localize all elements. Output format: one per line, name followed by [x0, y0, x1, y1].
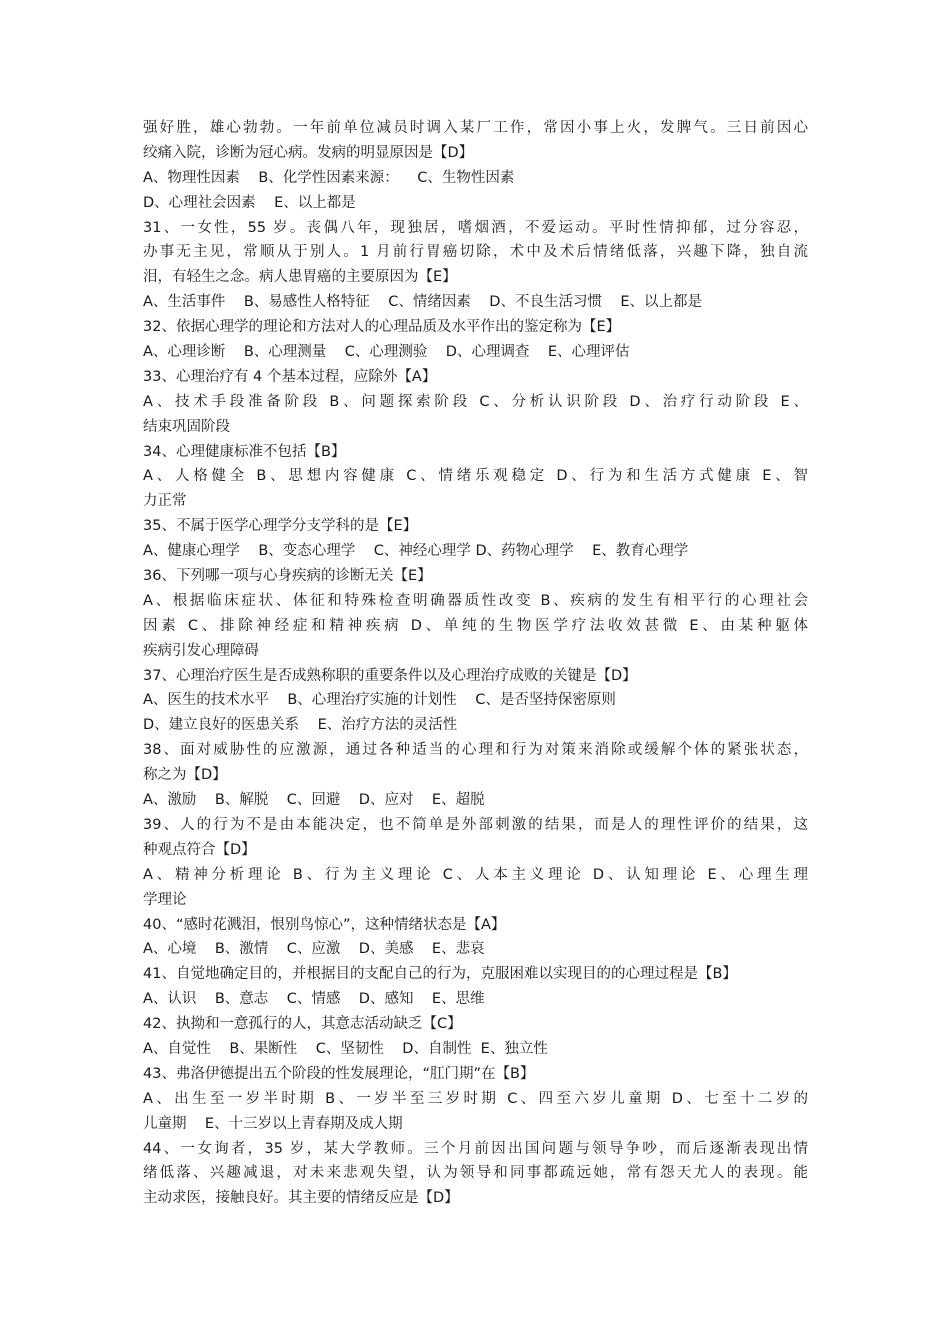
text-line: 种观点符合【D】: [143, 841, 256, 858]
text-line: 称之为【D】: [143, 767, 227, 784]
text-line: A、人格健全 B、思想内容健康 C、情绪乐观稳定 D、行为和生活方式健康 E、智: [143, 468, 808, 485]
text-line: 39、人的行为不是由本能决定，也不简单是外部刺激的结果，而是人的理性评价的结果，这: [143, 816, 808, 833]
text-line: 43、弗洛伊德提出五个阶段的性发展理论，“肛门期”在【B】: [143, 1065, 535, 1082]
text-line: A、激励 B、解脱 C、回避 D、应对 E、超脱: [143, 792, 485, 809]
text-line: 学理论: [143, 891, 187, 908]
text-line: 因素 C、排除神经症和精神疾病 D、单纯的生物医学疗法收效甚微 E、由某种躯体: [143, 617, 808, 634]
text-line: 强好胜，雄心勃勃。一年前单位减员时调入某厂工作，常因小事上火，发脾气。三日前因心: [143, 120, 808, 136]
text-line: A、自觉性 B、果断性 C、坚韧性 D、自制性 E、独立性: [143, 1040, 548, 1057]
document-body: [143, 116, 808, 1211]
text-line: A、根据临床症状、体征和特殊检查明确器质性改变 B、疾病的发生有相平行的心理社会: [143, 592, 808, 609]
text-line: 41、自觉地确定目的，并根据目的支配自己的行为，克服困难以实现目的的心理过程是【B】: [143, 966, 737, 983]
text-line: A、心境 B、激情 C、应激 D、美感 E、悲哀: [143, 941, 485, 958]
text-line: 36、下列哪一项与心身疾病的诊断无关【E】: [143, 568, 432, 585]
text-line: 结束巩固阶段: [143, 418, 230, 435]
text-line: 绪低落、兴趣减退，对未来悲观失望，认为领导和同事都疏远她，常有怨天尤人的表现。能: [143, 1165, 808, 1182]
text-line: 主动求医，接触良好。其主要的情绪反应是【D】: [143, 1190, 459, 1207]
text-line: 42、执拗和一意孤行的人，其意志活动缺乏【C】: [143, 1016, 462, 1033]
text-line: 力正常: [143, 493, 187, 510]
text-line: A、认识 B、意志 C、情感 D、感知 E、思维: [143, 991, 485, 1008]
text-line: 疾病引发心理障碍: [143, 642, 259, 659]
text-line: 33、心理治疗有 4 个基本过程，应除外【A】: [143, 368, 437, 385]
text-line: A、精神分析理论 B、行为主义理论 C、人本主义理论 D、认知理论 E、心理生理: [143, 866, 808, 883]
text-line: 32、依据心理学的理论和方法对人的心理品质及水平作出的鉴定称为【E】: [143, 319, 621, 336]
text-line: A、心理诊断 B、心理测量 C、心理测验 D、心理调查 E、心理评估: [143, 344, 630, 361]
text-line: D、心理社会因素 E、以上都是: [143, 194, 356, 211]
text-line: 37、心理治疗医生是否成熟称职的重要条件以及心理治疗成败的关键是【D】: [143, 667, 637, 684]
text-line: A、物理性因素 B、化学性因素来源： C、生物性因素: [143, 169, 515, 186]
text-line: A、医生的技术水平 B、心理治疗实施的计划性 C、是否坚持保密原则: [143, 692, 616, 709]
text-line: 40、“感时花溅泪，恨别鸟惊心”，这种情绪状态是【A】: [143, 916, 506, 933]
text-line: 35、不属于医学心理学分支学科的是【E】: [143, 518, 418, 535]
text-line: A、技术手段准备阶段 B、问题探索阶段 C、分析认识阶段 D、治疗行动阶段 E、: [143, 393, 808, 410]
text-line: 31、一女性，55 岁。丧偶八年，现独居，嗜烟酒，不爱运动。平时性情抑郁，过分容忍，: [143, 219, 808, 236]
text-line: 泪，有轻生之念。病人患胃癌的主要原因为【E】: [143, 269, 457, 286]
text-line: A、出生至一岁半时期 B、一岁半至三岁时期 C、四至六岁儿童期 D、七至十二岁的: [143, 1090, 808, 1107]
text-line: A、生活事件 B、易感性人格特征 C、情绪因素 D、不良生活习惯 E、以上都是: [143, 294, 703, 311]
text-line: 办事无主见，常顺从于别人。1 月前行胃癌切除，术中及术后情绪低落，兴趣下降，独自流: [143, 244, 808, 261]
text-line: A、健康心理学 B、变态心理学 C、神经心理学 D、药物心理学 E、教育心理学: [143, 543, 689, 560]
text-line: 38、面对威胁性的应激源，通过各种适当的心理和行为对策来消除或缓解个体的紧张状态，: [143, 742, 808, 759]
text-line: 44、一女询者，35 岁，某大学教师。三个月前因出国问题与领导争吵，而后逐渐表现出情: [143, 1140, 808, 1157]
text-line: 绞痛入院，诊断为冠心病。发病的明显原因是【D】: [143, 144, 474, 161]
text-line: 儿童期 E、十三岁以上青春期及成人期: [143, 1115, 403, 1132]
text-line: D、建立良好的医患关系 E、治疗方法的灵活性: [143, 717, 458, 734]
text-line: 34、心理健康标准不包括【B】: [143, 443, 346, 460]
